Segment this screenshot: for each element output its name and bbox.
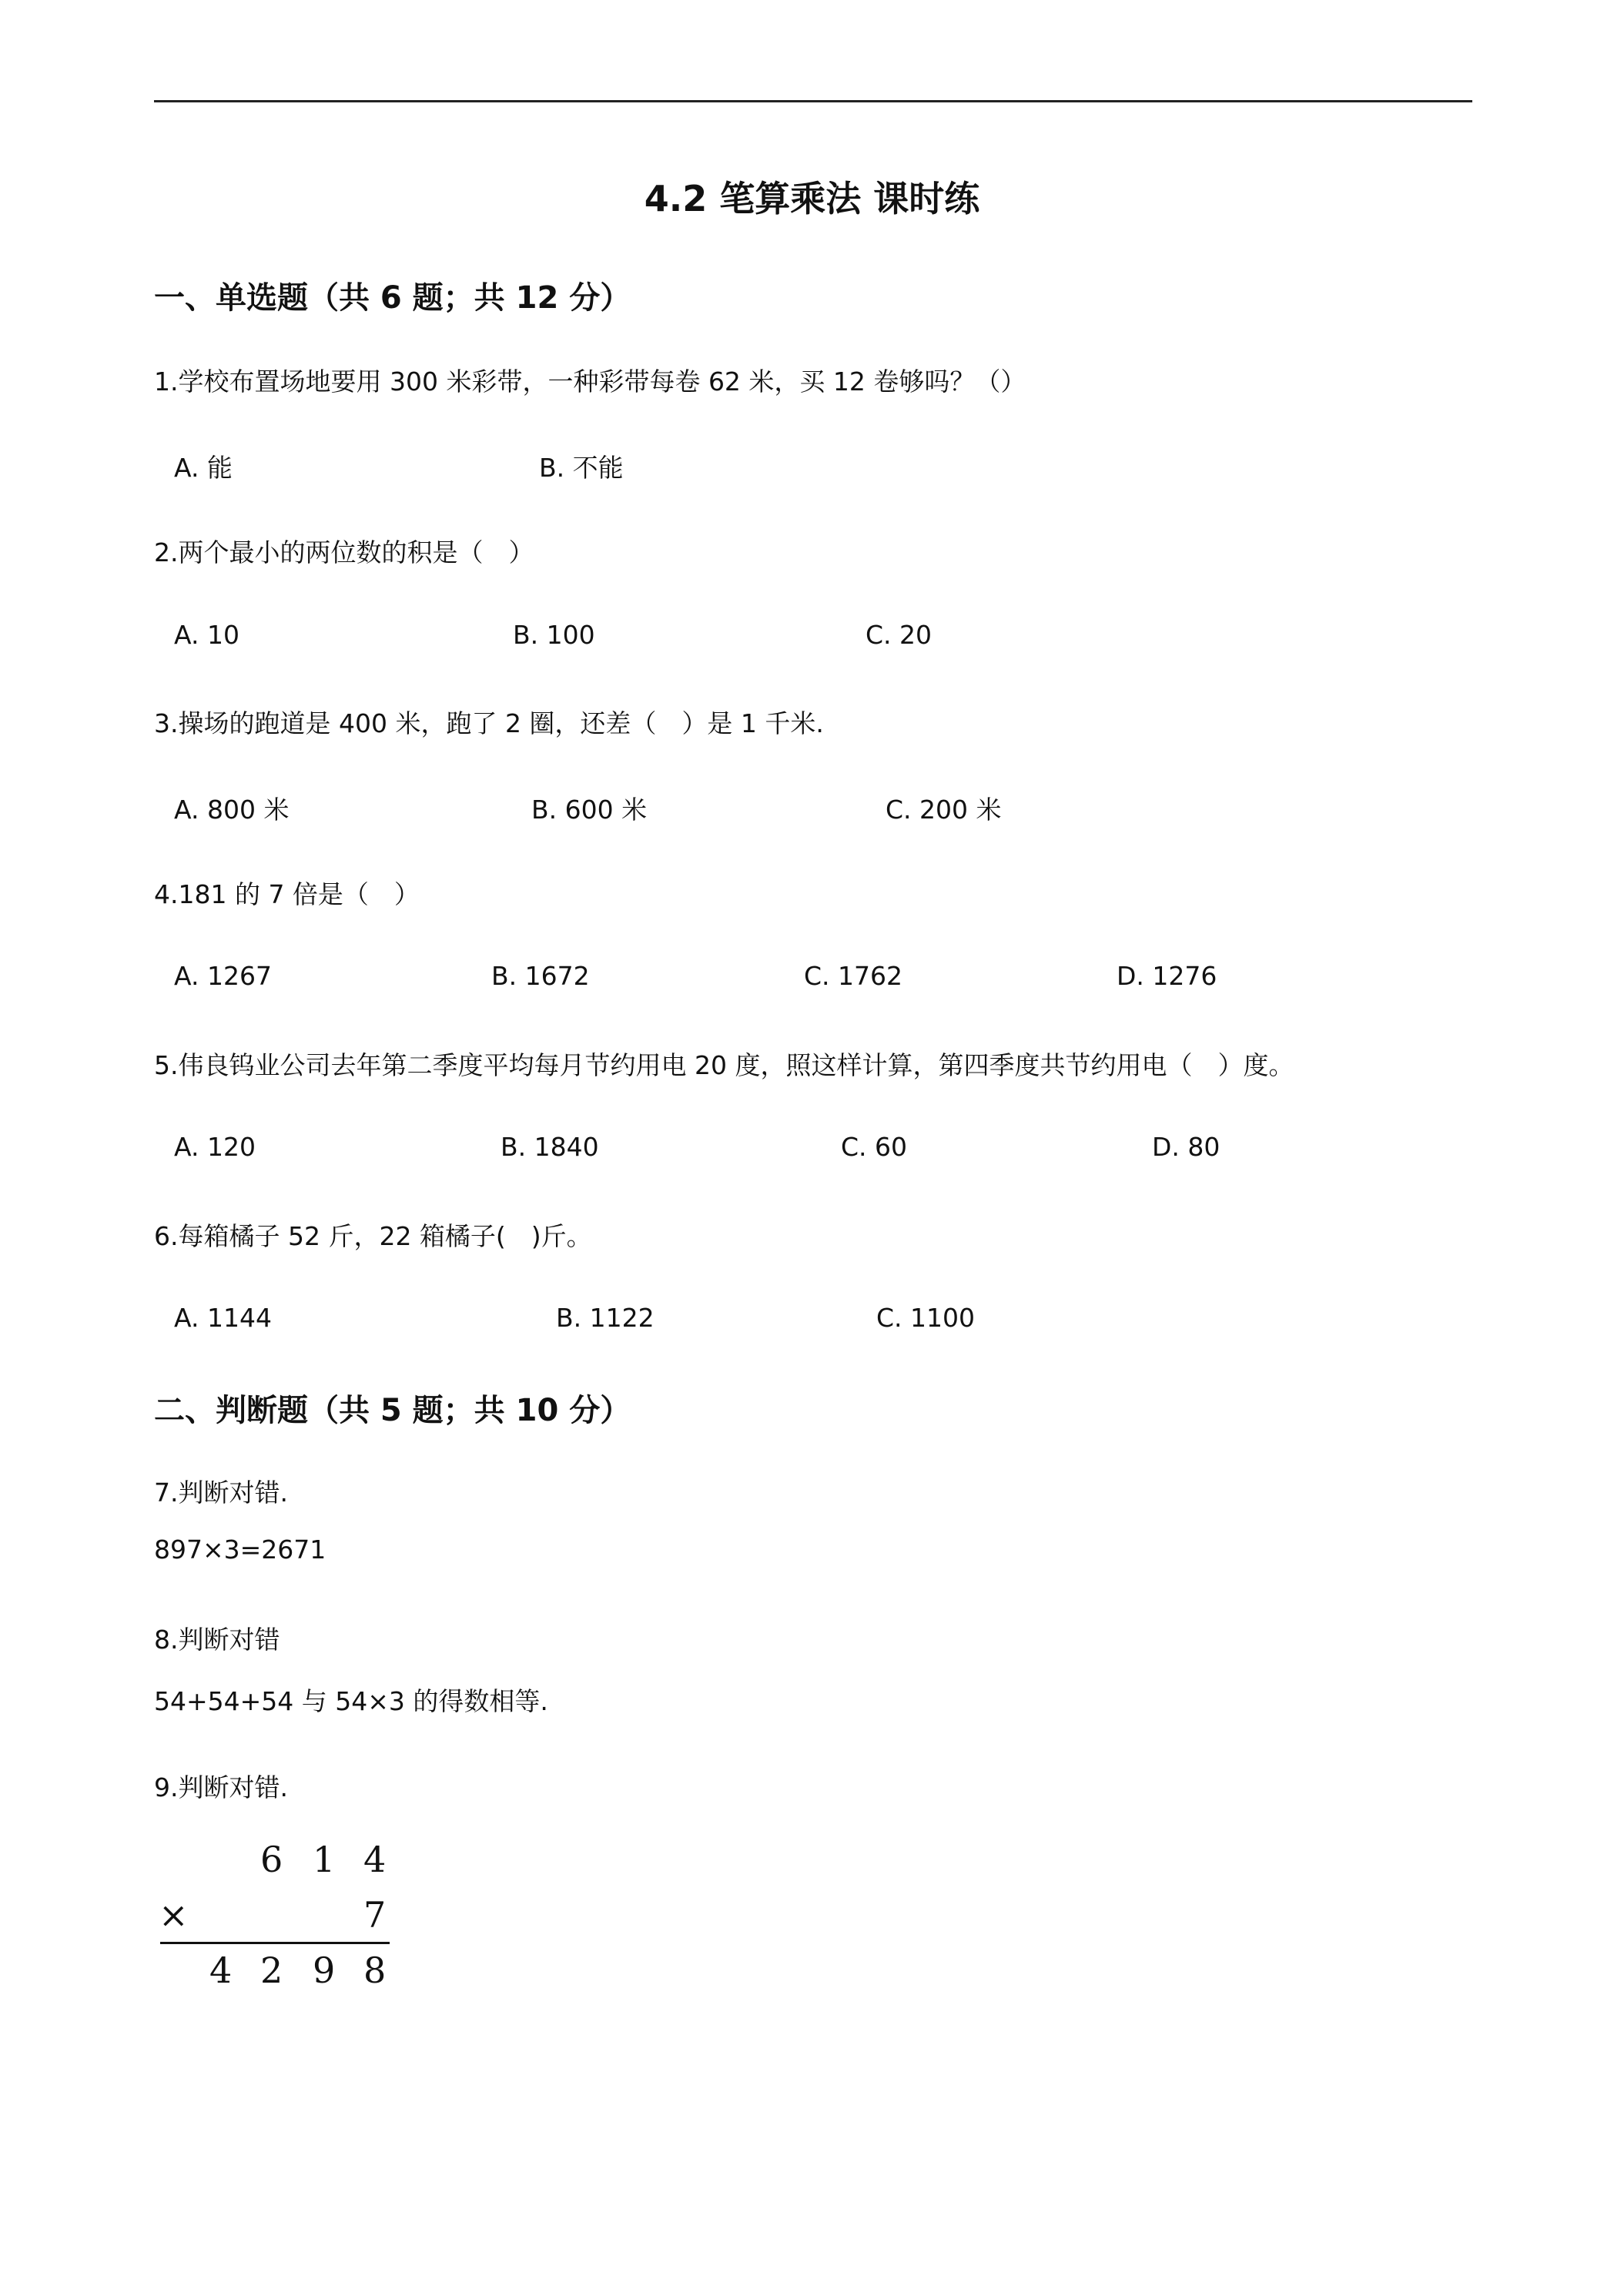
calc-result-digit: 9	[313, 1950, 336, 1991]
section-heading-true-false: 二、判断题（共 5 题；共 10 分）	[154, 1393, 631, 1428]
question-1-option-a[interactable]: A. 能	[174, 453, 233, 483]
question-7: 7.判断对错.	[154, 1478, 288, 1508]
question-4-option-b[interactable]: B. 1672	[491, 961, 590, 991]
calc-multiplier: 7	[363, 1894, 387, 1936]
question-4-option-d[interactable]: D. 1276	[1117, 961, 1217, 991]
question-5: 5.伟良钨业公司去年第二季度平均每月节约用电 20 度，照这样计算，第四季度共节约用电（ ）度。	[154, 1050, 1294, 1080]
question-6-option-c[interactable]: C. 1100	[876, 1303, 976, 1333]
calc-result-digit: 8	[363, 1950, 387, 1991]
calc-top-digit: 6	[260, 1839, 283, 1880]
page-title: 4.2 笔算乘法 课时练	[644, 178, 980, 219]
question-6-option-a[interactable]: A. 1144	[174, 1303, 272, 1333]
question-4: 4.181 的 7 倍是（ ）	[154, 879, 420, 909]
question-9: 9.判断对错.	[154, 1772, 288, 1802]
question-8-statement: 54+54+54 与 54×3 的得数相等.	[154, 1686, 548, 1716]
calc-top-digit: 4	[363, 1839, 387, 1880]
question-5-option-a[interactable]: A. 120	[174, 1132, 256, 1162]
question-3-option-b[interactable]: B. 600 米	[531, 795, 648, 825]
question-3: 3.操场的跑道是 400 米，跑了 2 圈，还差（ ）是 1 千米.	[154, 708, 824, 738]
calc-divider-line	[160, 1942, 390, 1944]
question-4-option-a[interactable]: A. 1267	[174, 961, 272, 991]
question-5-option-b[interactable]: B. 1840	[501, 1132, 599, 1162]
question-8: 8.判断对错	[154, 1625, 280, 1655]
question-6: 6.每箱橘子 52 斤，22 箱橘子( )斤。	[154, 1221, 592, 1251]
question-1-option-b[interactable]: B. 不能	[539, 453, 624, 483]
question-3-option-a[interactable]: A. 800 米	[174, 795, 290, 825]
question-2: 2.两个最小的两位数的积是（ ）	[154, 537, 534, 567]
multiply-sign: ×	[159, 1894, 189, 1936]
question-5-option-c[interactable]: C. 60	[841, 1132, 908, 1162]
section-heading-single-choice: 一、单选题（共 6 题；共 12 分）	[154, 280, 631, 316]
question-4-option-c[interactable]: C. 1762	[804, 961, 903, 991]
vertical-multiplication	[154, 1832, 400, 2002]
question-1: 1.学校布置场地要用 300 米彩带，一种彩带每卷 62 米，买 12 卷够吗？（）	[154, 366, 1026, 397]
calc-top-digit: 1	[313, 1839, 336, 1880]
question-2-option-b[interactable]: B. 100	[513, 620, 595, 650]
question-6-option-b[interactable]: B. 1122	[556, 1303, 655, 1333]
calc-result-digit: 2	[260, 1950, 283, 1991]
calc-result-digit: 4	[209, 1950, 233, 1991]
question-2-option-a[interactable]: A. 10	[174, 620, 239, 650]
question-3-option-c[interactable]: C. 200 米	[886, 795, 1002, 825]
question-2-option-c[interactable]: C. 20	[866, 620, 933, 650]
question-7-equation: 897×3=2671	[154, 1535, 326, 1565]
question-5-option-d[interactable]: D. 80	[1152, 1132, 1221, 1162]
top-rule	[154, 100, 1472, 102]
